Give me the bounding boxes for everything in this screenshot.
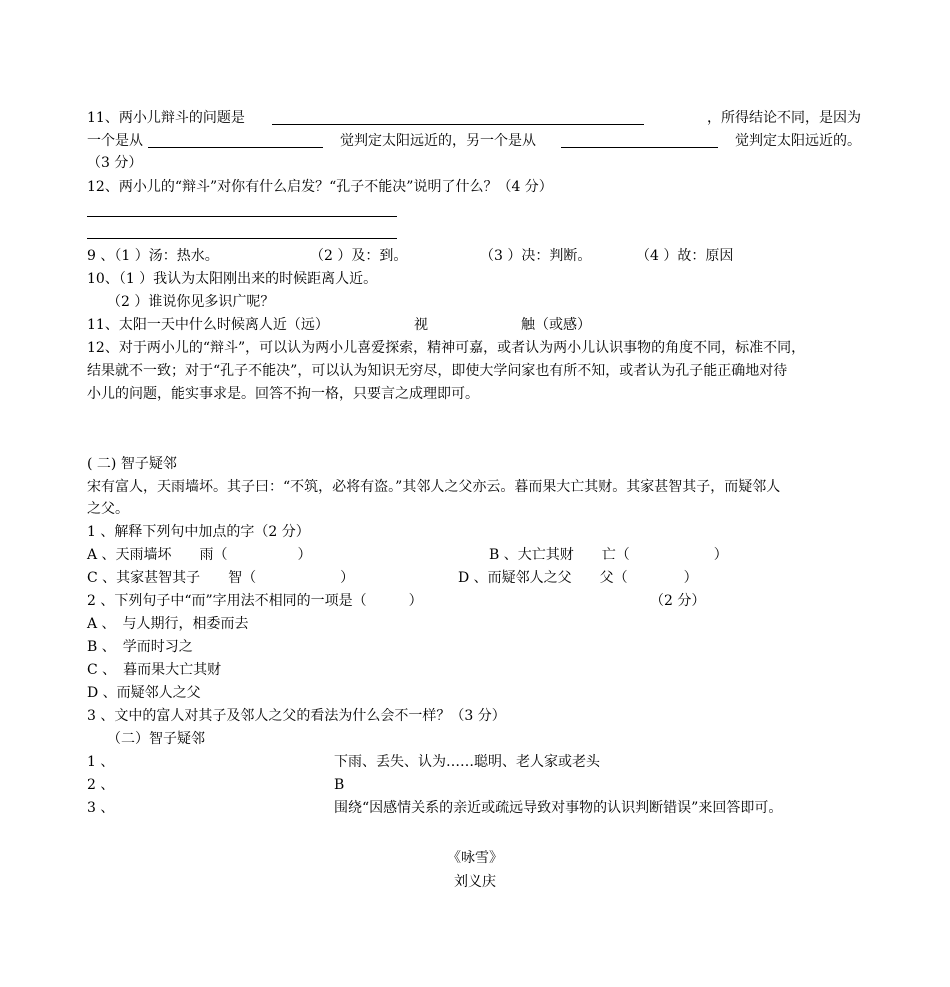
- answer-11-a: 11、太阳一天中什么时候离人近（远）: [87, 317, 329, 333]
- section2-text-line2: 之父。: [87, 501, 129, 517]
- s2-q2-option-b: B 、 学而时习之: [87, 639, 193, 655]
- q11-line1: [87, 108, 245, 128]
- s2-answer-3: 围绕“因感情关系的亲近或疏远导致对事物的认识判断错误”来回答即可。: [334, 800, 783, 816]
- poem-title: 《咏雪》: [447, 850, 503, 866]
- q11-line2-mid: 觉判定太阳远近的，另一个是从: [340, 133, 536, 149]
- s2-q1-option-a: A 、天雨墙坏 雨（ ）: [87, 547, 312, 563]
- s2-answer-1: 下雨、丢失、认为……聪明、老人家或老头: [334, 754, 600, 770]
- answer-9-1: 9 、（1 ）汤：热水。: [87, 248, 219, 264]
- q11-prefix: 11、两小儿辩斗的问题是: [87, 110, 245, 126]
- s2-q2-option-d: D 、而疑邻人之父: [87, 685, 201, 701]
- q11-line2-end: 觉判定太阳远近的。: [735, 133, 861, 149]
- q11-sense1-blank[interactable]: [148, 133, 323, 148]
- answer-12-line2: 结果就不一致；对于“孔子不能决”，可以认为知识无穷尽，即使大学问家也有所不知，或者认为孔子能正确地对待: [87, 363, 788, 379]
- answer-9-4: （4 ）故：原因: [636, 248, 734, 264]
- q11-score: （3 分）: [87, 155, 143, 171]
- s2-q2-option-a: A 、 与人期行，相委而去: [87, 616, 249, 632]
- s2-question-3: 3 、文中的富人对其子及邻人之父的看法为什么会不一样？（3 分）: [87, 708, 506, 724]
- s2-question-1: 1 、解释下列句中加点的字（2 分）: [87, 524, 310, 540]
- q12-answer-line-2[interactable]: [87, 238, 397, 239]
- q12-answer-line-1[interactable]: [87, 216, 397, 217]
- answer-11-c: 触（或感）: [521, 317, 591, 333]
- s2-question-2-score: （2 分）: [650, 593, 706, 609]
- q11-sense2-blank[interactable]: [561, 133, 718, 148]
- q12-question: 12、两小儿的“辩斗”对你有什么启发？“孔子不能决”说明了什么？（4 分）: [87, 179, 553, 195]
- s2-q2-option-c: C 、 暮而果大亡其财: [87, 662, 222, 678]
- s2-answer-2: B: [334, 777, 345, 793]
- s2-answers-heading: （二）智子疑邻: [107, 731, 205, 747]
- s2-answer-3-number: 3 、: [87, 800, 115, 816]
- section2-heading: ( 二) 智子疑邻: [87, 456, 177, 472]
- s2-question-2: 2 、下列句子中“而”字用法不相同的一项是（ ）: [87, 593, 423, 609]
- answer-10-2: （2 ）谁说你见多识广呢？: [107, 294, 275, 310]
- s2-answer-1-number: 1 、: [87, 754, 115, 770]
- q11-answer-blank[interactable]: [272, 110, 644, 125]
- s2-q1-option-b: B 、大亡其财 亡（ ）: [489, 547, 728, 563]
- s2-q1-option-d: D 、而疑邻人之父 父（ ）: [458, 570, 698, 586]
- q11-line2-start: 一个是从: [87, 133, 143, 149]
- q11-suffix: ，所得结论不同，是因为: [707, 110, 861, 126]
- answer-11-b: 视: [414, 317, 428, 333]
- answer-9-2: （2 ）及：到。: [310, 248, 408, 264]
- poem-author: 刘义庆: [454, 874, 496, 890]
- section2-text-line1: 宋有富人，天雨墙坏。其子曰：“不筑，必将有盗。”其邻人之父亦云。暮而果大亡其财。其家甚智其子，而疑邻人: [87, 479, 781, 495]
- answer-12-line3: 小儿的问题，能实事求是。回答不拘一格，只要言之成理即可。: [87, 386, 479, 402]
- answer-12-line1: 12、对于两小儿的“辩斗”，可以认为两小儿喜爱探索，精神可嘉，或者认为两小儿认识事物的角度不同，标准不同，: [87, 340, 806, 356]
- s2-answer-2-number: 2 、: [87, 777, 115, 793]
- answer-9-3: （3 ）决：判断。: [480, 248, 592, 264]
- s2-q1-option-c: C 、其家甚智其子 智（ ）: [87, 570, 355, 586]
- answer-10-1: 10、（1 ）我认为太阳刚出来的时候距离人近。: [87, 271, 378, 287]
